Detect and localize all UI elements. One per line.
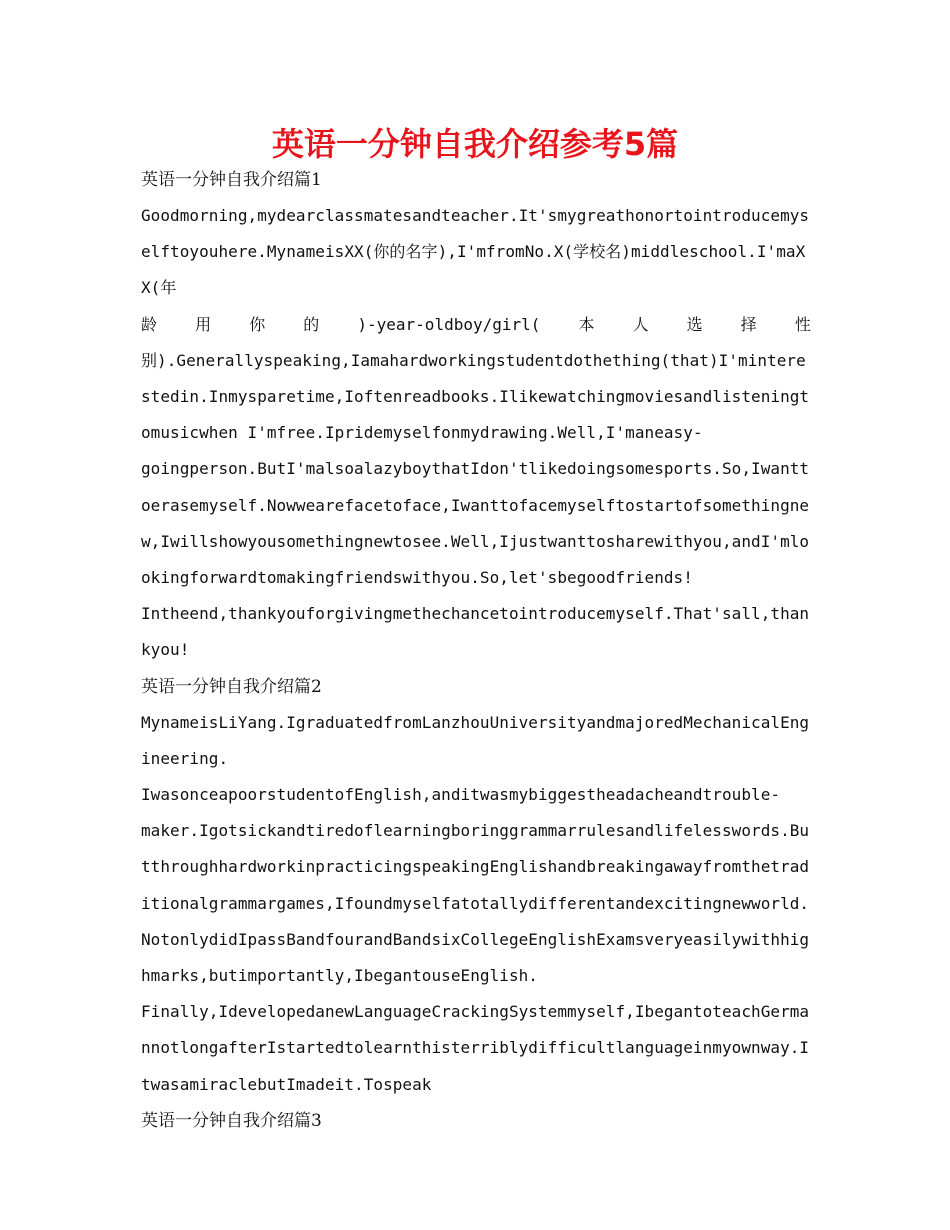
document-title: 英语一分钟自我介绍参考5篇 <box>271 125 679 163</box>
spread-token: 性 <box>794 314 811 334</box>
document-body <box>141 162 811 1139</box>
spread-token: 本 <box>578 314 595 334</box>
section-heading-1: 英语一分钟自我介绍篇1 <box>141 170 322 190</box>
spread-token: 龄 <box>141 314 158 334</box>
section-heading-3: 英语一分钟自我介绍篇3 <box>141 1110 322 1131</box>
section-2-paragraph-3: maker.Igotsickandtiredoflearningboringgrammarrulesandlifelesswords.ButthroughhardworkinpracticingspeakingEnglishandbreakingawayfromthetraditionalgrammargames,Ifoundmyselfatotallydifferentandexcitingnewworld.NotonlydidIpassBandfourandBandsixCollegeEnglishExamsveryeasilywithhighmarks,butimportantly,IbegantouseEnglish. <box>141 821 810 986</box>
section-1-spread-line <box>141 307 811 343</box>
spread-token: )-year-oldboy/girl( <box>357 314 541 334</box>
section-1-paragraph-1a: Goodmorning,mydearclassmatesandteacher.It'smygreathonortointroducemyselftoyouhere.MynameisXX(你的名字),I'mfromNo.X(学校名)middleschool.I'maXX(年 <box>141 206 810 298</box>
spread-token: 用 <box>195 314 212 334</box>
section-heading-2: 英语一分钟自我介绍篇2 <box>141 676 322 697</box>
spread-token: 的 <box>303 314 320 334</box>
section-2-paragraph-4: Finally,IdevelopedanewLanguageCrackingSystemmyself,IbegantoteachGermannotlongafterIstartedtolearnthisterriblydifficultlanguageinmyownway.ItwasamiraclebutImadeit.Tospeak <box>141 1002 810 1094</box>
spread-token: 择 <box>740 314 757 334</box>
spread-token: 你 <box>249 314 266 334</box>
section-2-paragraph-1: MynameisLiYang.IgraduatedfromLanzhouUniversityandmajoredMechanicalEngineering. <box>141 712 810 768</box>
section-1-paragraph-1b: 别).Generallyspeaking,Iamahardworkingstudentdothething(that)I'minterestedin.Inmysparetime,Ioftenreadbooks.Ilikewatchingmoviesandlisteningtomusicwhen I'mfree.Ipridemyselfonmydrawing.Well,I'maneasy- <box>141 350 810 443</box>
section-1-paragraph-3: Intheend,thankyouforgivingmethechancetointroducemyself.That'sall,thankyou! <box>141 604 810 660</box>
spread-token: 选 <box>686 314 703 334</box>
spread-token: 人 <box>632 314 649 334</box>
section-1-paragraph-2: goingperson.ButI'malsoalazyboythatIdon'tlikedoingsomesports.So,Iwanttoerasemyself.Nowwearefacetoface,Iwanttofacemyselftostartofsomethingnew,Iwillshowyousomethingnewtosee.Well,Ijustwanttosharewithyou,andI'mlookingforwardtomakingfriendswithyou.So,let'sbegoodfriends! <box>141 459 810 588</box>
section-2-paragraph-2: IwasonceapoorstudentofEnglish,anditwasmybiggestheadacheandtrouble- <box>141 785 781 805</box>
